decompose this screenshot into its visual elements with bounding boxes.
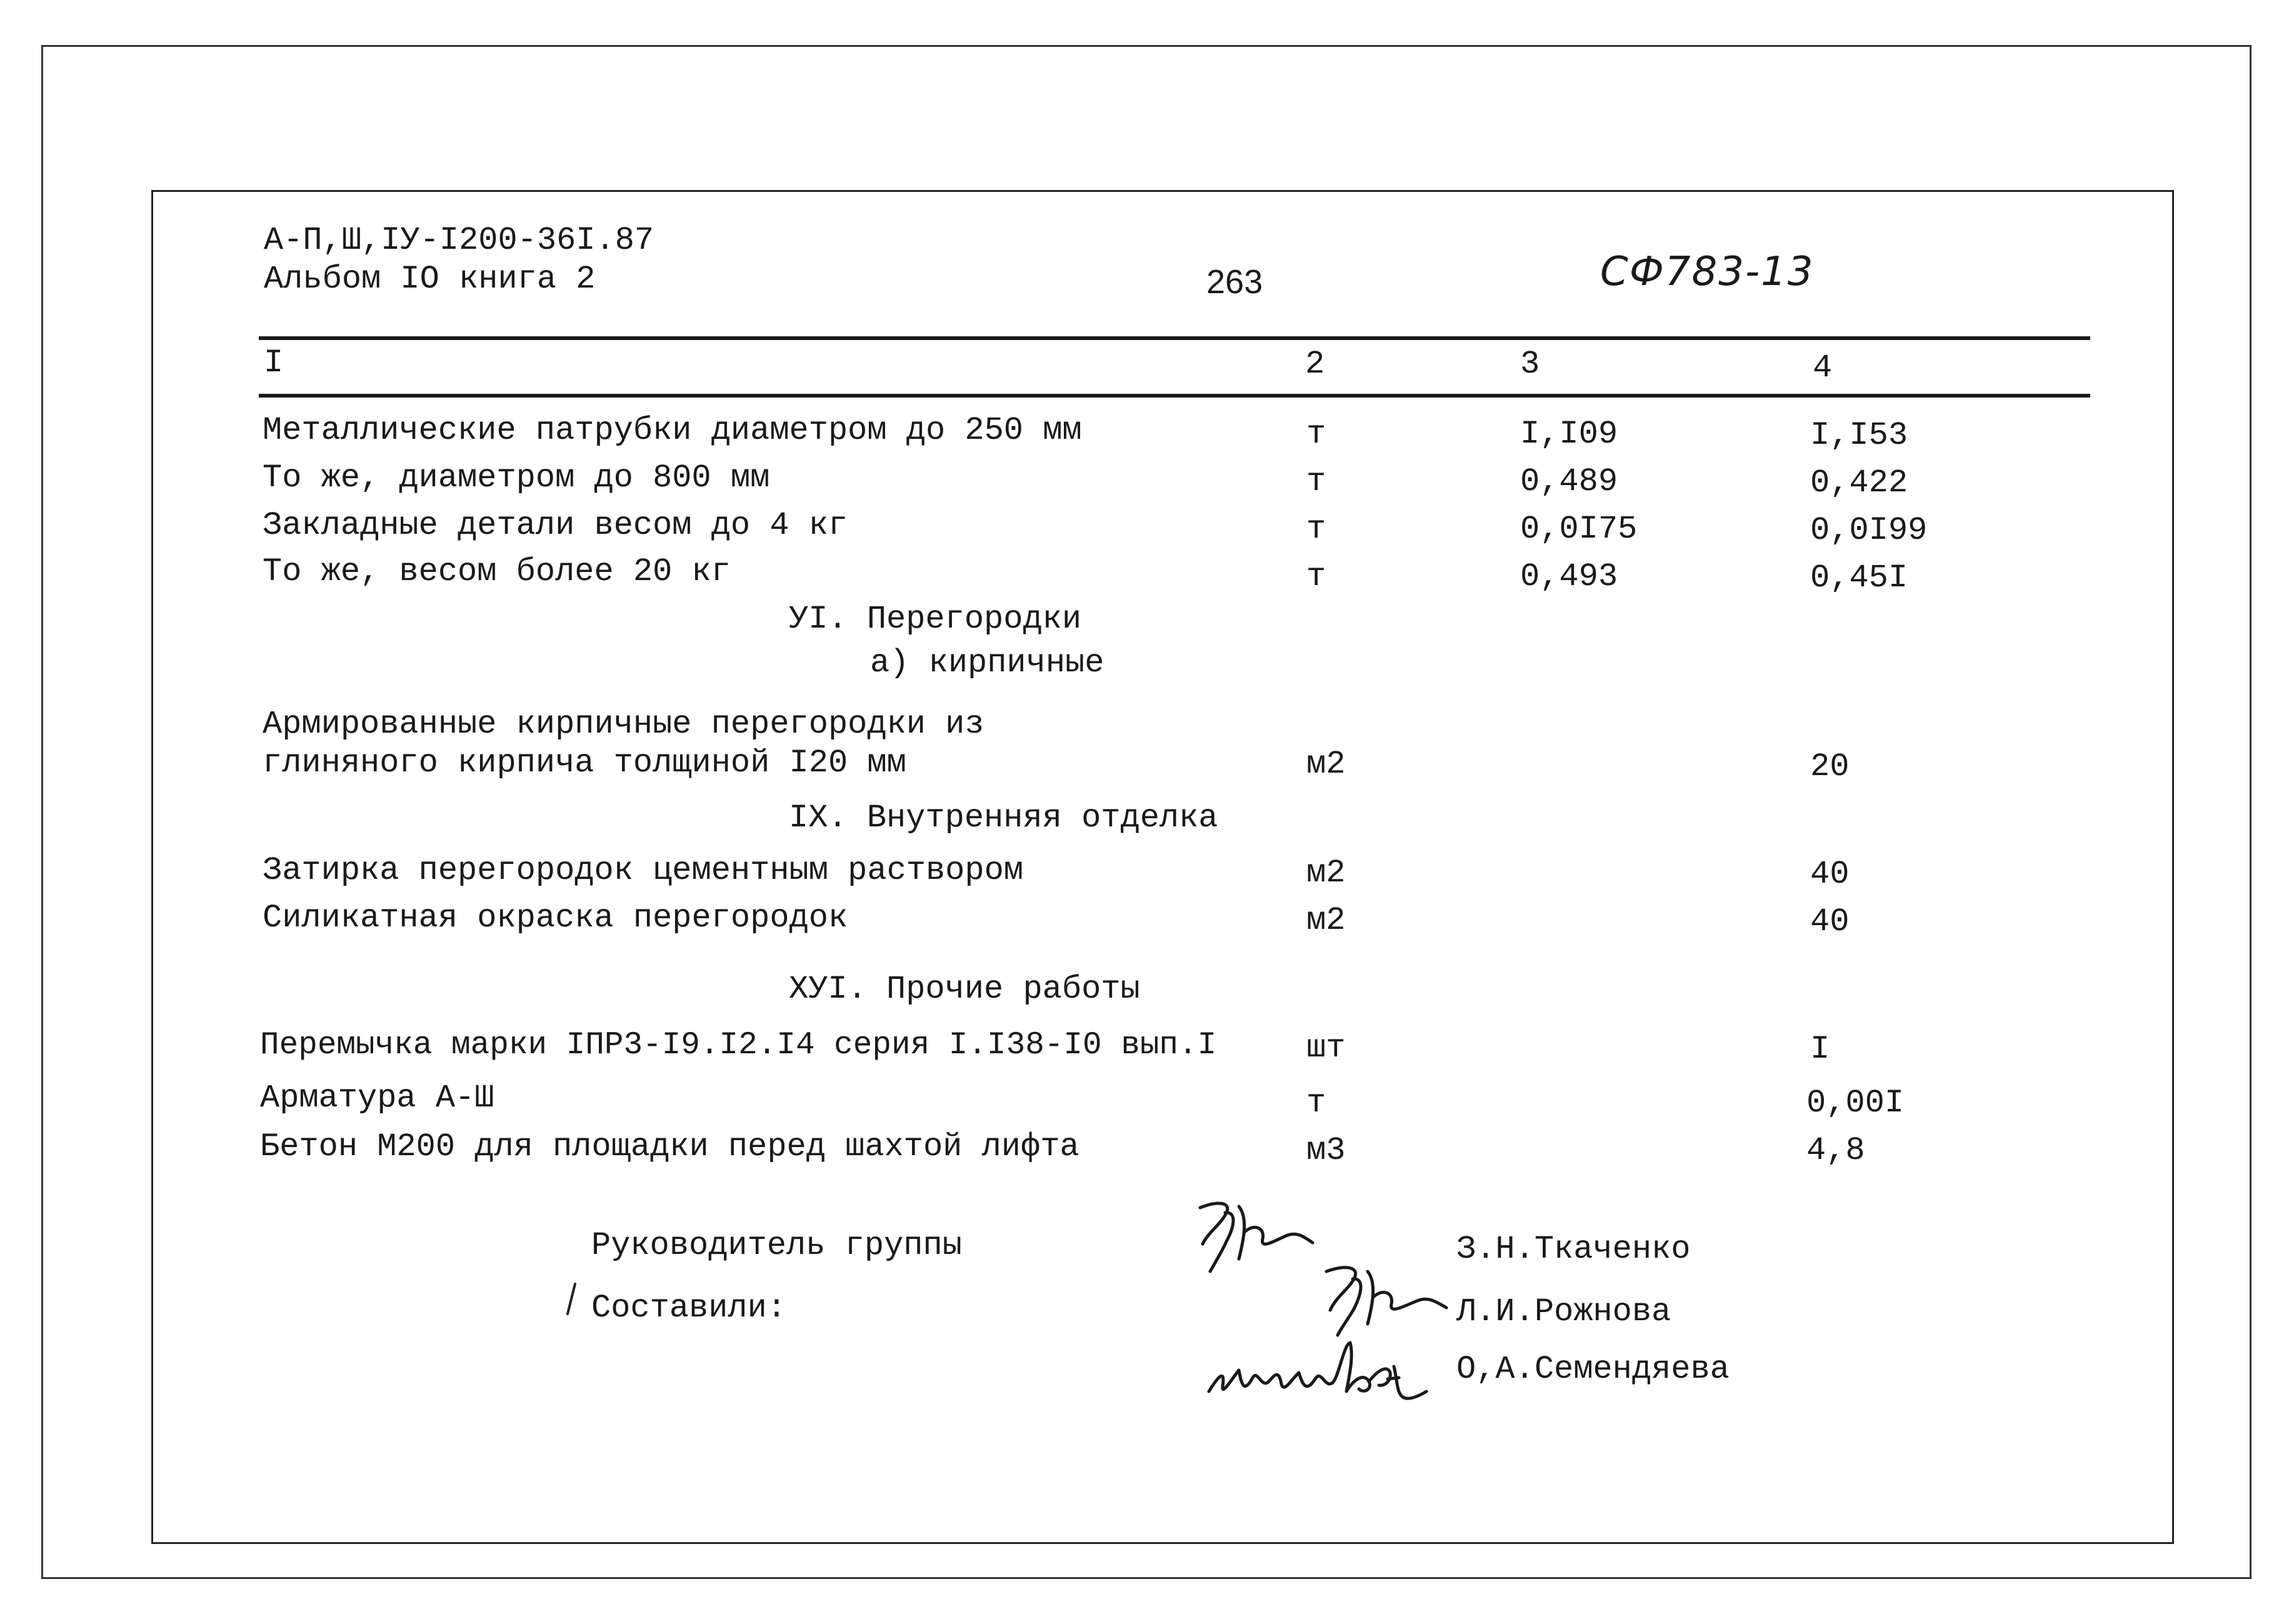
row-col4: 0,45I [1810,559,1908,596]
row-unit: шт [1306,1030,1346,1066]
group-head-label: Руководитель группы [591,1227,962,1264]
signature-3 [1200,1331,1438,1406]
row-col4: 20 [1810,748,1850,785]
row-col4: 4,8 [1806,1132,1865,1169]
row-col3: 0,0I75 [1520,511,1638,548]
signer-name-2: Л.И.Рожнова [1456,1293,1671,1330]
page-number: 263 [1206,263,1263,301]
row-unit: т [1306,416,1326,453]
row-name: То же, диаметром до 800 мм [263,459,770,496]
row-unit: т [1306,511,1326,548]
row-unit: м2 [1306,902,1346,939]
row-col3: 0,493 [1520,558,1618,595]
sheet-code: СФ783-13 [1600,249,1815,295]
row-unit: т [1306,558,1326,595]
section-finishing-title: IX. Внутренняя отделка [789,799,1218,836]
row-unit: м2 [1306,746,1346,783]
row-unit: т [1306,1085,1326,1121]
row-name: Арматура А-Ш [260,1080,494,1116]
series-code: А-П,Ш,IУ-I200-36I.87 [264,222,654,259]
compiled-label: Составили: [591,1290,787,1326]
row-name: Бетон М200 для площадки перед шахтой лифта [260,1128,1079,1165]
row-name: Закладные детали весом до 4 кг [263,507,848,544]
row-col4: 0,0I99 [1810,512,1928,549]
table-header-rule [259,394,2090,398]
table-top-rule [259,336,2090,340]
column-header-4: 4 [1813,349,1833,386]
section-other-title: ХУI. Прочие работы [789,971,1140,1008]
signer-name-3: О,А.Семендяева [1456,1351,1730,1388]
row-col4: I,I53 [1810,417,1908,454]
row-col3: 0,489 [1520,463,1618,500]
row-col4: 40 [1810,903,1850,940]
row-col4: 40 [1810,856,1850,893]
column-header-1: I [264,344,284,381]
row-col4: 0,00I [1806,1085,1905,1121]
album-label: Альбом IО книга 2 [264,261,596,298]
row-col3: I,I09 [1520,416,1618,453]
row-name: То же, весом более 20 кг [263,553,731,590]
row-name: Затирка перегородок цементным раствором [263,852,1023,889]
signature-1 [1188,1194,1319,1275]
section-partitions-subtitle: а) кирпичные [870,644,1104,681]
signature-2 [1313,1256,1456,1338]
row-name-line1: Армированные кирпичные перегородки из [263,706,984,743]
column-header-2: 2 [1305,346,1325,383]
section-partitions-title: УI. Перегородки [789,601,1082,638]
pen-mark [561,1281,580,1319]
row-unit: м3 [1306,1132,1346,1169]
row-name-line2: глиняного кирпича толщиной I20 мм [263,744,906,781]
row-name: Металлические патрубки диаметром до 250 мм [263,412,1082,449]
column-header-3: 3 [1520,346,1540,383]
row-col4: I [1810,1031,1830,1068]
row-col4: 0,422 [1810,464,1908,501]
row-unit: м2 [1306,855,1346,891]
row-name: Перемычка марки IПР3-I9.I2.I4 серия I.I38-I0 вып.I [260,1028,1217,1063]
row-name: Силикатная окраска перегородок [263,900,848,936]
row-unit: т [1306,463,1326,500]
signer-name-1: З.Н.Ткаченко [1456,1231,1691,1268]
